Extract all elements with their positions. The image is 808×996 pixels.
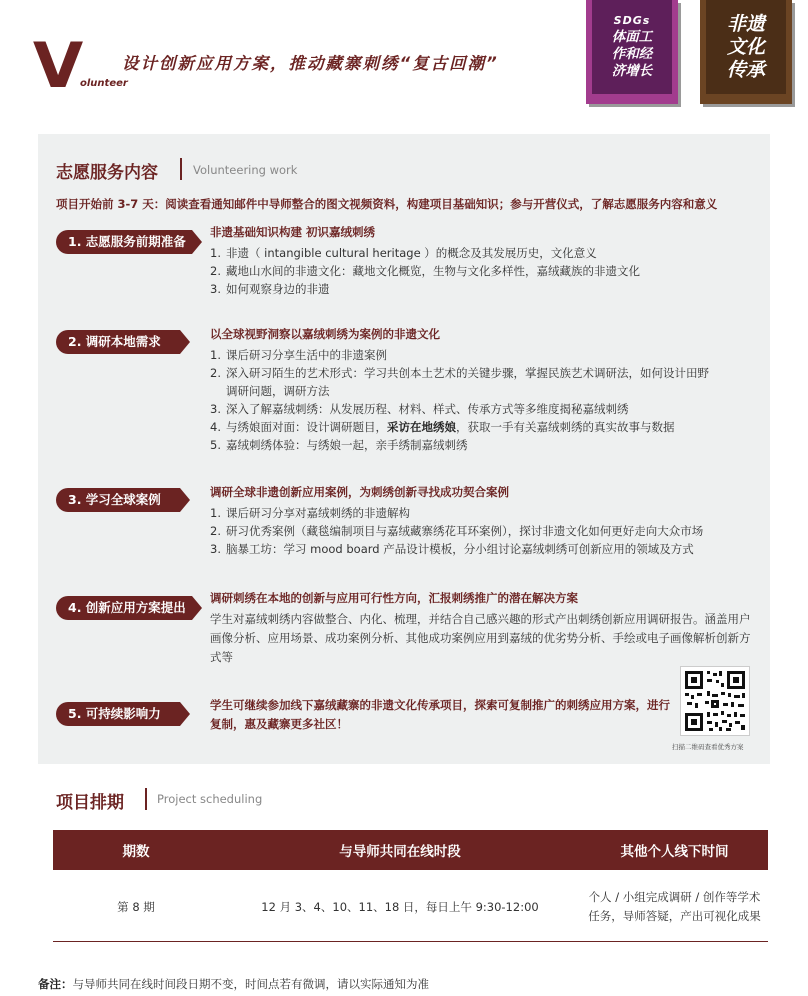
step-label-2: 2. 调研本地需求	[56, 330, 180, 354]
service-section-title: 志愿服务内容	[56, 163, 158, 183]
step-head-4: 调研刺绣在本地的创新与应用可行性方向，汇报刺绣推广的潜在解决方案	[210, 591, 578, 605]
schedule-section-subtitle: Project scheduling	[157, 792, 263, 806]
list-item: 3. 如何观察身边的非遗	[210, 282, 330, 296]
sdg-badge-text: 体面工 作和经 济增长	[611, 29, 653, 79]
step-list-1	[210, 244, 640, 298]
step-head-3: 调研全球非遗创新应用案例，为刺绣创新寻找成功契合案例	[210, 485, 509, 499]
step-list-2	[210, 346, 709, 454]
footnote	[38, 976, 429, 992]
step-paragraph-4: 学生对嘉绒刺绣内容做整合、内化、梳理，并结合自己感兴趣的形式产出刺绣创新应用调研报告。涵盖用户画像分析、应用场景、成功案例分析、其他成功案例应用到嘉绒的优劣势分析、手绘或电子画像解析创新方式等	[210, 612, 751, 664]
heritage-badge-text: 非遗 文化 传承	[726, 12, 765, 81]
section-divider	[145, 788, 147, 810]
footnote-label: 备注：	[38, 977, 73, 991]
list-item: 3. 脑暴工坊：学习 mood board 产品设计模板，分小组讨论嘉绒刺绣可创新应用的领域及方式	[210, 542, 694, 556]
list-item: 1. 非遗（ intangible cultural heritage ）的概念及其发展历史，文化意义	[210, 246, 597, 260]
cell-offline-time: 个人 / 小组完成调研 / 创作等学术 任务，导师答疑，产出可视化成果	[588, 890, 761, 923]
list-item: 2. 深入研习陌生的艺术形式：学习共创本土艺术的关键步骤，掌握民族艺术调研法，如何设计田野	[210, 366, 709, 380]
service-section-subtitle: Volunteering work	[193, 163, 298, 177]
table-row	[53, 878, 768, 936]
heritage-badge	[700, 0, 792, 104]
step-list-3	[210, 504, 703, 558]
sdg-badge	[586, 0, 678, 104]
table-bottom-rule	[53, 941, 768, 942]
footnote-text: 与导师共同在线时间段日期不变，时间点若有微调，请以实际通知为准	[72, 977, 429, 991]
cell-online-time: 12 月 3、4、10、11、18 日，每日上午 9:30-12:00	[261, 900, 539, 914]
step-label-5: 5. 可持续影响力	[56, 702, 180, 726]
step-label-4: 4. 创新应用方案提出	[56, 596, 192, 620]
qr-caption: 扫描二维码查看优秀方案	[672, 743, 744, 751]
list-item: 调研问题，调研方法	[226, 384, 330, 398]
list-item: 2. 藏地山水间的非遗文化：藏地文化概览，生物与文化多样性，嘉绒藏族的非遗文化	[210, 264, 640, 278]
step-label-3: 3. 学习全球案例	[56, 488, 180, 512]
page-headline: 设计创新应用方案，推动藏寨刺绣“复古回潮”	[122, 54, 499, 73]
logo-letter: V	[32, 29, 82, 102]
qr-code-icon	[681, 667, 749, 735]
list-item: 3. 深入了解嘉绒刺绣：从发展历程、材料、样式、传承方式等多维度揭秘嘉绒刺绣	[210, 402, 629, 416]
service-intro: 项目开始前 3-7 天：阅读查看通知邮件中导师整合的图文视频资料，构建项目基础知识；参与开营仪式，了解志愿服务内容和意义	[56, 197, 718, 211]
step-label-1: 1. 志愿服务前期准备	[56, 230, 192, 254]
step-head-2: 以全球视野洞察以嘉绒刺绣为案例的非遗文化	[210, 327, 440, 341]
column-header-online: 与导师共同在线时段	[339, 844, 461, 860]
list-item: 2. 研习优秀案例（藏毯编制项目与嘉绒藏寨绣花耳环案例），探讨非遗文化如何更好走向大众市场	[210, 524, 704, 538]
list-item: 1. 课后研习分享生活中的非遗案例	[210, 348, 387, 362]
step-head-1: 非遗基础知识构建 初识嘉绒刺绣	[210, 225, 376, 239]
column-header-offline: 其他个人线下时间	[620, 844, 729, 860]
logo-word: olunteer	[80, 78, 128, 89]
column-header-period: 期数	[122, 844, 150, 860]
qr-code[interactable]	[680, 666, 750, 736]
list-item: 1. 课后研习分享对嘉绒刺绣的非遗解构	[210, 506, 410, 520]
schedule-table-header	[53, 830, 768, 870]
list-item: 4. 与绣娘面对面：设计调研题目，采访在地绣娘，获取一手有关嘉绒刺绣的真实故事与数据	[210, 420, 675, 434]
step-paragraph-5: 学生可继续参加线下嘉绒藏寨的非遗文化传承项目，探索可复制推广的刺绣应用方案，进行复制，惠及藏寨更多社区！	[210, 698, 670, 731]
cell-period: 第 8 期	[117, 900, 155, 914]
sdg-badge-title: SDGs	[613, 14, 651, 27]
schedule-section-title: 项目排期	[56, 793, 124, 813]
list-item: 5. 嘉绒刺绣体验：与绣娘一起，亲手绣制嘉绒刺绣	[210, 438, 468, 452]
section-divider	[180, 158, 182, 180]
